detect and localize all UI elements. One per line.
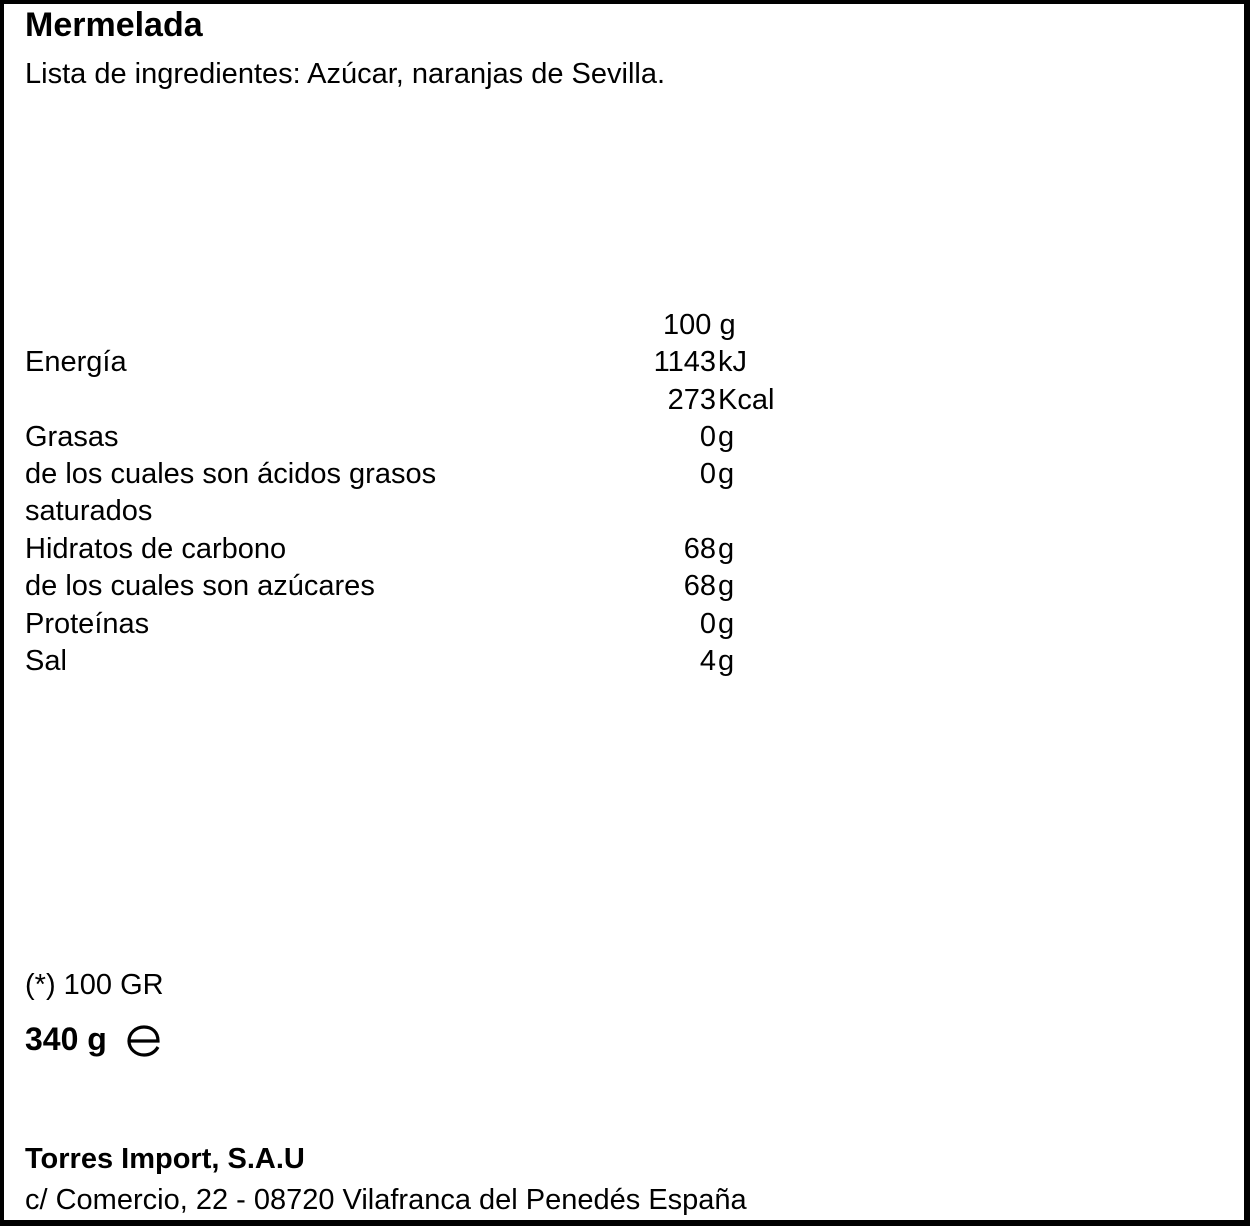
nutrient-value: 1143	[653, 346, 716, 378]
nutrient-label: Sal	[25, 645, 67, 677]
nutrient-value: 0	[699, 421, 716, 453]
nutrient-label: saturados	[25, 495, 153, 527]
nutrition-column-header: 100 g	[663, 309, 736, 341]
ingredients-list: Lista de ingredientes: Azúcar, naranjas de Sevilla.	[25, 58, 666, 90]
nutrient-value: 273	[667, 384, 716, 416]
nutrient-value: 4	[699, 645, 716, 677]
nutrient-unit: g	[718, 533, 735, 565]
nutrient-unit: g	[718, 608, 735, 640]
nutrient-unit: Kcal	[718, 384, 775, 416]
net-weight: 340 g	[25, 1021, 107, 1057]
estimated-sign-icon	[126, 1024, 162, 1058]
nutrient-unit: kJ	[718, 346, 747, 378]
nutrient-value: 0	[699, 608, 716, 640]
nutrient-label: de los cuales son ácidos grasos	[25, 458, 437, 490]
nutrient-label: Proteínas	[25, 608, 150, 640]
nutrient-label: Hidratos de carbono	[25, 533, 287, 565]
nutrient-unit: g	[718, 570, 735, 602]
nutrient-value: 68	[683, 570, 716, 602]
nutrient-label: Grasas	[25, 421, 119, 453]
product-title: Mermelada	[25, 6, 203, 44]
nutrient-unit: g	[718, 645, 735, 677]
company-name: Torres Import, S.A.U	[25, 1143, 305, 1175]
nutrient-unit: g	[718, 458, 735, 490]
nutrient-label: de los cuales son azúcares	[25, 570, 375, 602]
nutrient-value: 0	[699, 458, 716, 490]
nutrient-unit: g	[718, 421, 735, 453]
nutrient-label: Energía	[25, 346, 127, 378]
nutrient-value: 68	[683, 533, 716, 565]
footnote: (*) 100 GR	[25, 969, 164, 1001]
company-address: c/ Comercio, 22 - 08720 Vilafranca del Penedés España	[25, 1184, 747, 1216]
